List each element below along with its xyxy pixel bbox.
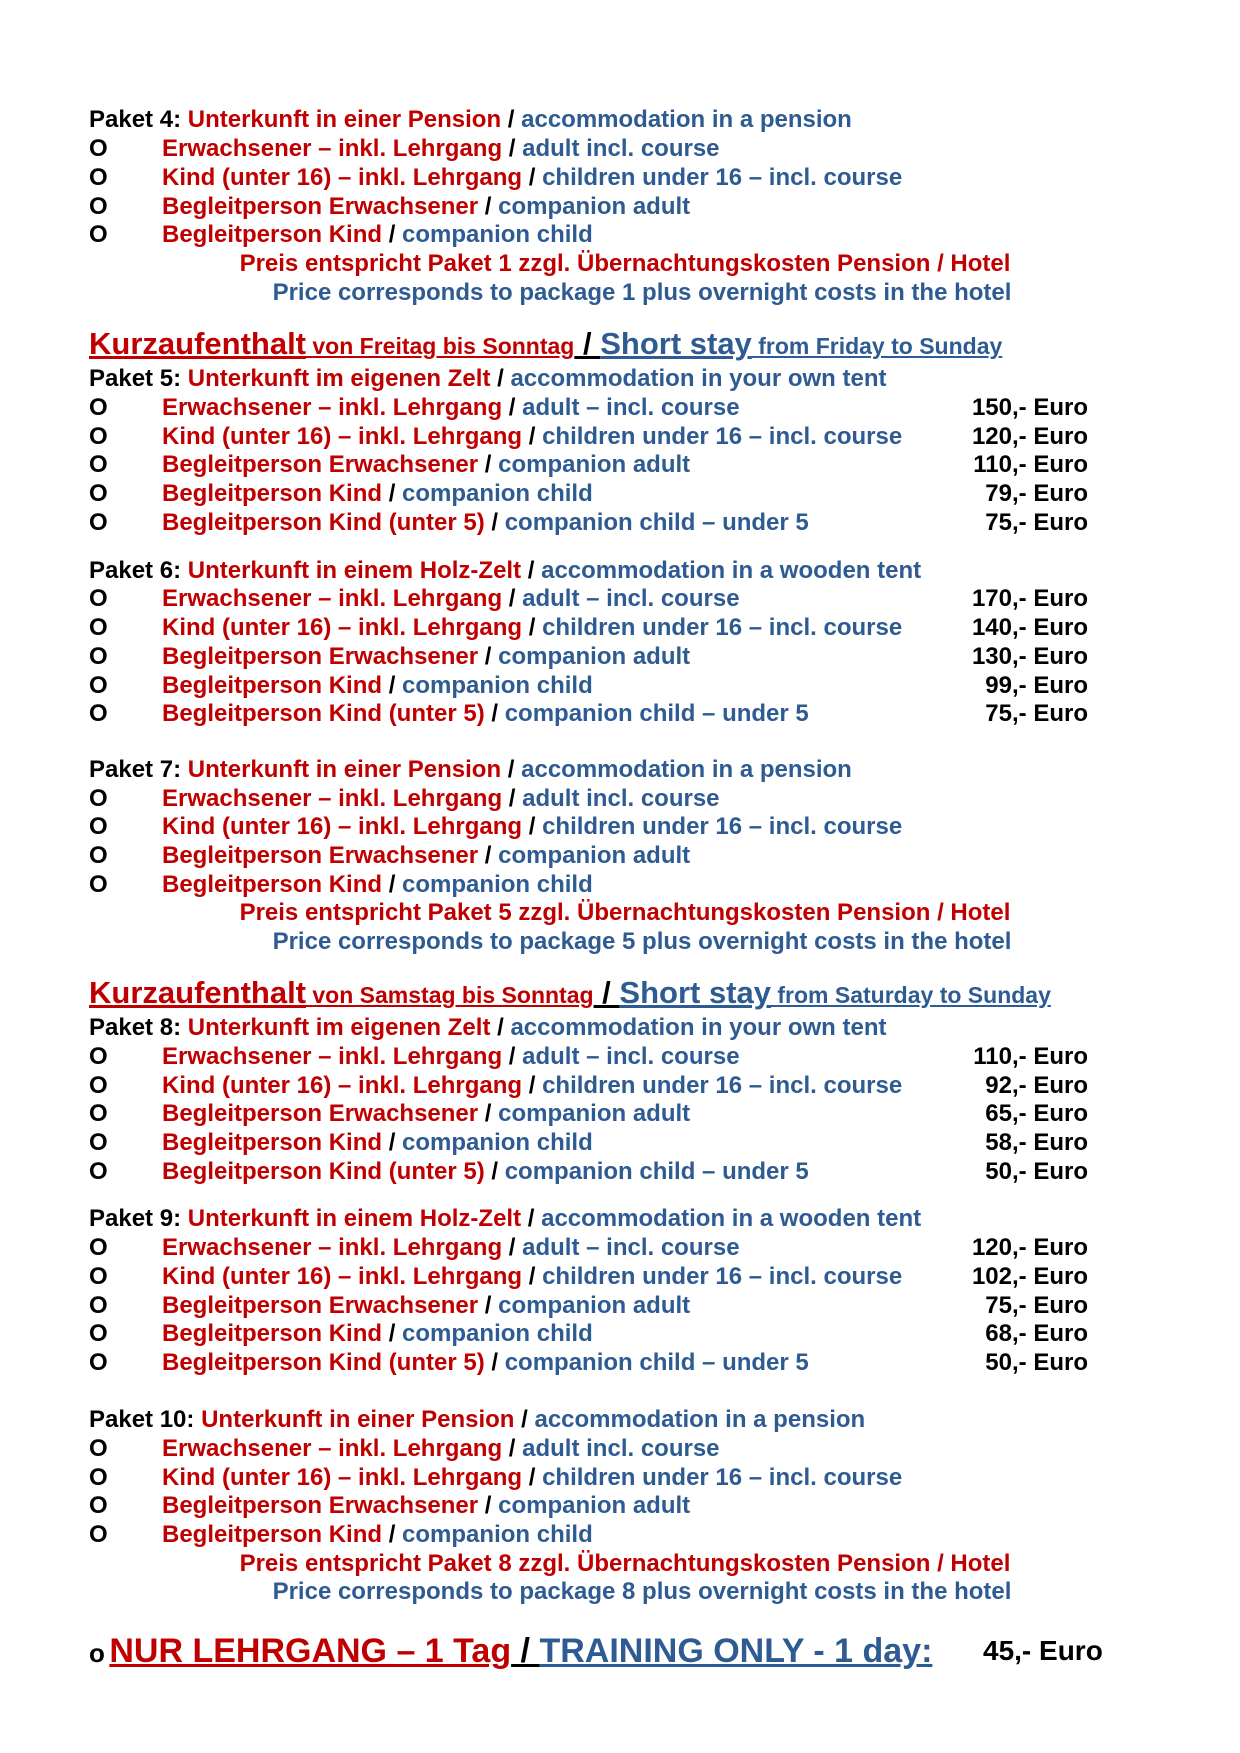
paket-label: Paket 4 bbox=[89, 106, 174, 133]
bullet-checkbox: O bbox=[89, 785, 108, 812]
price: 99,- Euro bbox=[985, 672, 1088, 699]
list-item: O Begleitperson Kind (unter 5) / companion child – under 5 75,- Euro bbox=[0, 697, 1240, 731]
list-item: O Begleitperson Kind (unter 5) / companion child – under 5 50,- Euro bbox=[0, 1346, 1240, 1380]
list-item: O Kind (unter 16) – inkl. Lehrgang / children under 16 – incl. course bbox=[0, 810, 1240, 844]
bullet-checkbox: O bbox=[89, 1234, 108, 1261]
price: 45,- Euro bbox=[983, 1635, 1103, 1666]
bullet-checkbox: O bbox=[89, 509, 108, 536]
price: 75,- Euro bbox=[985, 700, 1088, 727]
bullet-checkbox: O bbox=[89, 585, 108, 612]
list-item: O Erwachsener – inkl. Lehrgang / adult – incl. course 170,- Euro bbox=[0, 582, 1240, 616]
paket-6-heading: Paket 6: Unterkunft in einem Holz-Zelt / accommodation in a wooden tent bbox=[89, 557, 922, 584]
paket-9-heading: Paket 9: Unterkunft in einem Holz-Zelt / accommodation in a wooden tent bbox=[89, 1205, 922, 1232]
section-heading-saturday-sunday: Kurzaufenthalt von Samstag bis Sonntag / Short stay from Saturday to Sunday bbox=[89, 975, 1051, 1010]
bullet-checkbox: O bbox=[89, 700, 108, 727]
bullet-checkbox: O bbox=[89, 842, 108, 869]
list-item: O Begleitperson Kind / companion child 99,- Euro bbox=[0, 669, 1240, 703]
paket-5-heading: Paket 5: Unterkunft im eigenen Zelt / accommodation in your own tent bbox=[89, 365, 887, 392]
bullet-checkbox: O bbox=[89, 672, 108, 699]
list-item: O Erwachsener – inkl. Lehrgang / adult incl. course bbox=[0, 1432, 1240, 1466]
paket-10-heading: Paket 10: Unterkunft in einer Pension / accommodation in a pension bbox=[89, 1406, 866, 1433]
bullet-checkbox: O bbox=[89, 1521, 108, 1548]
list-item: O Begleitperson Kind (unter 5) / companion child – under 5 75,- Euro bbox=[0, 506, 1240, 540]
list-item: O Begleitperson Kind / companion child bbox=[0, 218, 1240, 252]
price-note-en: Price corresponds to package 1 plus overnight costs in the hotel bbox=[272, 279, 1012, 306]
price: 92,- Euro bbox=[985, 1072, 1088, 1099]
price: 102,- Euro bbox=[971, 1263, 1088, 1290]
bullet-checkbox: O bbox=[89, 451, 108, 478]
bullet-checkbox: O bbox=[89, 1492, 108, 1519]
price-note-en: Price corresponds to package 5 plus overnight costs in the hotel bbox=[272, 928, 1012, 955]
paket-title-de: Unterkunft in einer Pension bbox=[187, 106, 502, 133]
list-item: O Begleitperson Kind / companion child 58,- Euro bbox=[0, 1126, 1240, 1160]
price: 50,- Euro bbox=[985, 1158, 1088, 1185]
price: 170,- Euro bbox=[971, 585, 1088, 612]
bullet-checkbox: O bbox=[89, 1292, 108, 1319]
price: 150,- Euro bbox=[971, 394, 1088, 421]
price: 68,- Euro bbox=[985, 1320, 1088, 1347]
price: 120,- Euro bbox=[971, 423, 1088, 450]
list-item: O Begleitperson Erwachsener / companion adult 65,- Euro bbox=[0, 1097, 1240, 1131]
bullet-checkbox: O bbox=[89, 480, 108, 507]
list-item: O Kind (unter 16) – inkl. Lehrgang / children under 16 – incl. course 92,- Euro bbox=[0, 1069, 1240, 1103]
list-item: O Erwachsener – inkl. Lehrgang / adult incl. course bbox=[0, 782, 1240, 816]
list-item: O Kind (unter 16) – inkl. Lehrgang / children under 16 – incl. course 102,- Euro bbox=[0, 1260, 1240, 1294]
list-item: O Begleitperson Kind / companion child bbox=[0, 868, 1240, 902]
bullet-checkbox: O bbox=[89, 1464, 108, 1491]
training-only-row: o NUR LEHRGANG – 1 Tag / TRAINING ONLY - 1 day: 45,- Euro bbox=[89, 1628, 1149, 1674]
bullet-checkbox: O bbox=[89, 423, 108, 450]
price: 130,- Euro bbox=[971, 643, 1088, 670]
bullet-checkbox: O bbox=[89, 1263, 108, 1290]
price: 58,- Euro bbox=[985, 1129, 1088, 1156]
price-note-de: Preis entspricht Paket 8 zzgl. Übernachtungskosten Pension / Hotel bbox=[239, 1550, 1011, 1577]
list-item: O Begleitperson Erwachsener / companion adult 110,- Euro bbox=[0, 448, 1240, 482]
list-item: O Erwachsener – inkl. Lehrgang / adult – incl. course 150,- Euro bbox=[0, 391, 1240, 425]
bullet-checkbox: O bbox=[89, 871, 108, 898]
list-item: O Begleitperson Erwachsener / companion adult bbox=[0, 190, 1240, 224]
bullet-checkbox: O bbox=[89, 643, 108, 670]
list-item: O Begleitperson Kind (unter 5) / companion child – under 5 50,- Euro bbox=[0, 1155, 1240, 1189]
price: 50,- Euro bbox=[985, 1349, 1088, 1376]
bullet-checkbox: O bbox=[89, 1129, 108, 1156]
paket-title-en: accommodation in a pension bbox=[521, 106, 852, 133]
list-item: O Begleitperson Erwachsener / companion adult 130,- Euro bbox=[0, 640, 1240, 674]
training-only-en: TRAINING ONLY - 1 day: bbox=[539, 1632, 933, 1670]
bullet-checkbox: O bbox=[89, 1100, 108, 1127]
bullet-checkbox: O bbox=[89, 813, 108, 840]
training-only-de: NUR LEHRGANG – 1 Tag bbox=[109, 1632, 512, 1670]
bullet-checkbox: O bbox=[89, 1435, 108, 1462]
list-item: O Begleitperson Erwachsener / companion adult 75,- Euro bbox=[0, 1289, 1240, 1323]
bullet-checkbox: O bbox=[89, 1158, 108, 1185]
price-note-de: Preis entspricht Paket 5 zzgl. Übernachtungskosten Pension / Hotel bbox=[239, 899, 1011, 926]
list-item: O Kind (unter 16) – inkl. Lehrgang / children under 16 – incl. course 140,- Euro bbox=[0, 611, 1240, 645]
list-item: O Erwachsener – inkl. Lehrgang / adult – incl. course 120,- Euro bbox=[0, 1231, 1240, 1265]
bullet-checkbox: O bbox=[89, 1072, 108, 1099]
section-heading-friday-sunday: Kurzaufenthalt von Freitag bis Sonntag / Short stay from Friday to Sunday bbox=[89, 326, 1003, 361]
bullet-checkbox: O bbox=[89, 1043, 108, 1070]
price: 79,- Euro bbox=[985, 480, 1088, 507]
price-note-de: Preis entspricht Paket 1 zzgl. Übernachtungskosten Pension / Hotel bbox=[239, 250, 1011, 277]
list-item: O Kind (unter 16) – inkl. Lehrgang / children under 16 – incl. course 120,- Euro bbox=[0, 420, 1240, 454]
list-item: O Erwachsener – inkl. Lehrgang / adult – incl. course 110,- Euro bbox=[0, 1040, 1240, 1074]
bullet-checkbox: O bbox=[89, 164, 108, 191]
paket-7-heading: Paket 7: Unterkunft in einer Pension / accommodation in a pension bbox=[89, 756, 852, 783]
price-note-en: Price corresponds to package 8 plus overnight costs in the hotel bbox=[272, 1578, 1012, 1605]
price: 75,- Euro bbox=[985, 1292, 1088, 1319]
bullet-checkbox: O bbox=[89, 193, 108, 220]
paket-4-heading: Paket 4: Unterkunft in einer Pension / accommodation in a pension bbox=[89, 106, 852, 133]
list-item: O Begleitperson Kind / companion child 68,- Euro bbox=[0, 1317, 1240, 1351]
list-item: O Begleitperson Kind / companion child 79,- Euro bbox=[0, 477, 1240, 511]
price: 120,- Euro bbox=[971, 1234, 1088, 1261]
list-item: O Kind (unter 16) – inkl. Lehrgang / children under 16 – incl. course bbox=[0, 161, 1240, 195]
price: 110,- Euro bbox=[973, 1043, 1088, 1070]
price: 75,- Euro bbox=[985, 509, 1088, 536]
list-item: O Begleitperson Erwachsener / companion adult bbox=[0, 1489, 1240, 1523]
price: 65,- Euro bbox=[985, 1100, 1088, 1127]
price: 110,- Euro bbox=[973, 451, 1088, 478]
bullet-checkbox: O bbox=[89, 1320, 108, 1347]
bullet-checkbox: O bbox=[89, 394, 108, 421]
bullet-checkbox: O bbox=[89, 1349, 108, 1376]
price: 140,- Euro bbox=[971, 614, 1088, 641]
bullet-checkbox: o bbox=[89, 1638, 105, 1668]
paket-8-heading: Paket 8: Unterkunft im eigenen Zelt / accommodation in your own tent bbox=[89, 1014, 887, 1041]
bullet-checkbox: O bbox=[89, 221, 108, 248]
list-item: O Begleitperson Erwachsener / companion adult bbox=[0, 839, 1240, 873]
list-item: O Begleitperson Kind / companion child bbox=[0, 1518, 1240, 1552]
list-item: O Kind (unter 16) – inkl. Lehrgang / children under 16 – incl. course bbox=[0, 1461, 1240, 1495]
bullet-checkbox: O bbox=[89, 614, 108, 641]
bullet-checkbox: O bbox=[89, 135, 108, 162]
list-item: O Erwachsener – inkl. Lehrgang / adult incl. course bbox=[0, 132, 1240, 166]
